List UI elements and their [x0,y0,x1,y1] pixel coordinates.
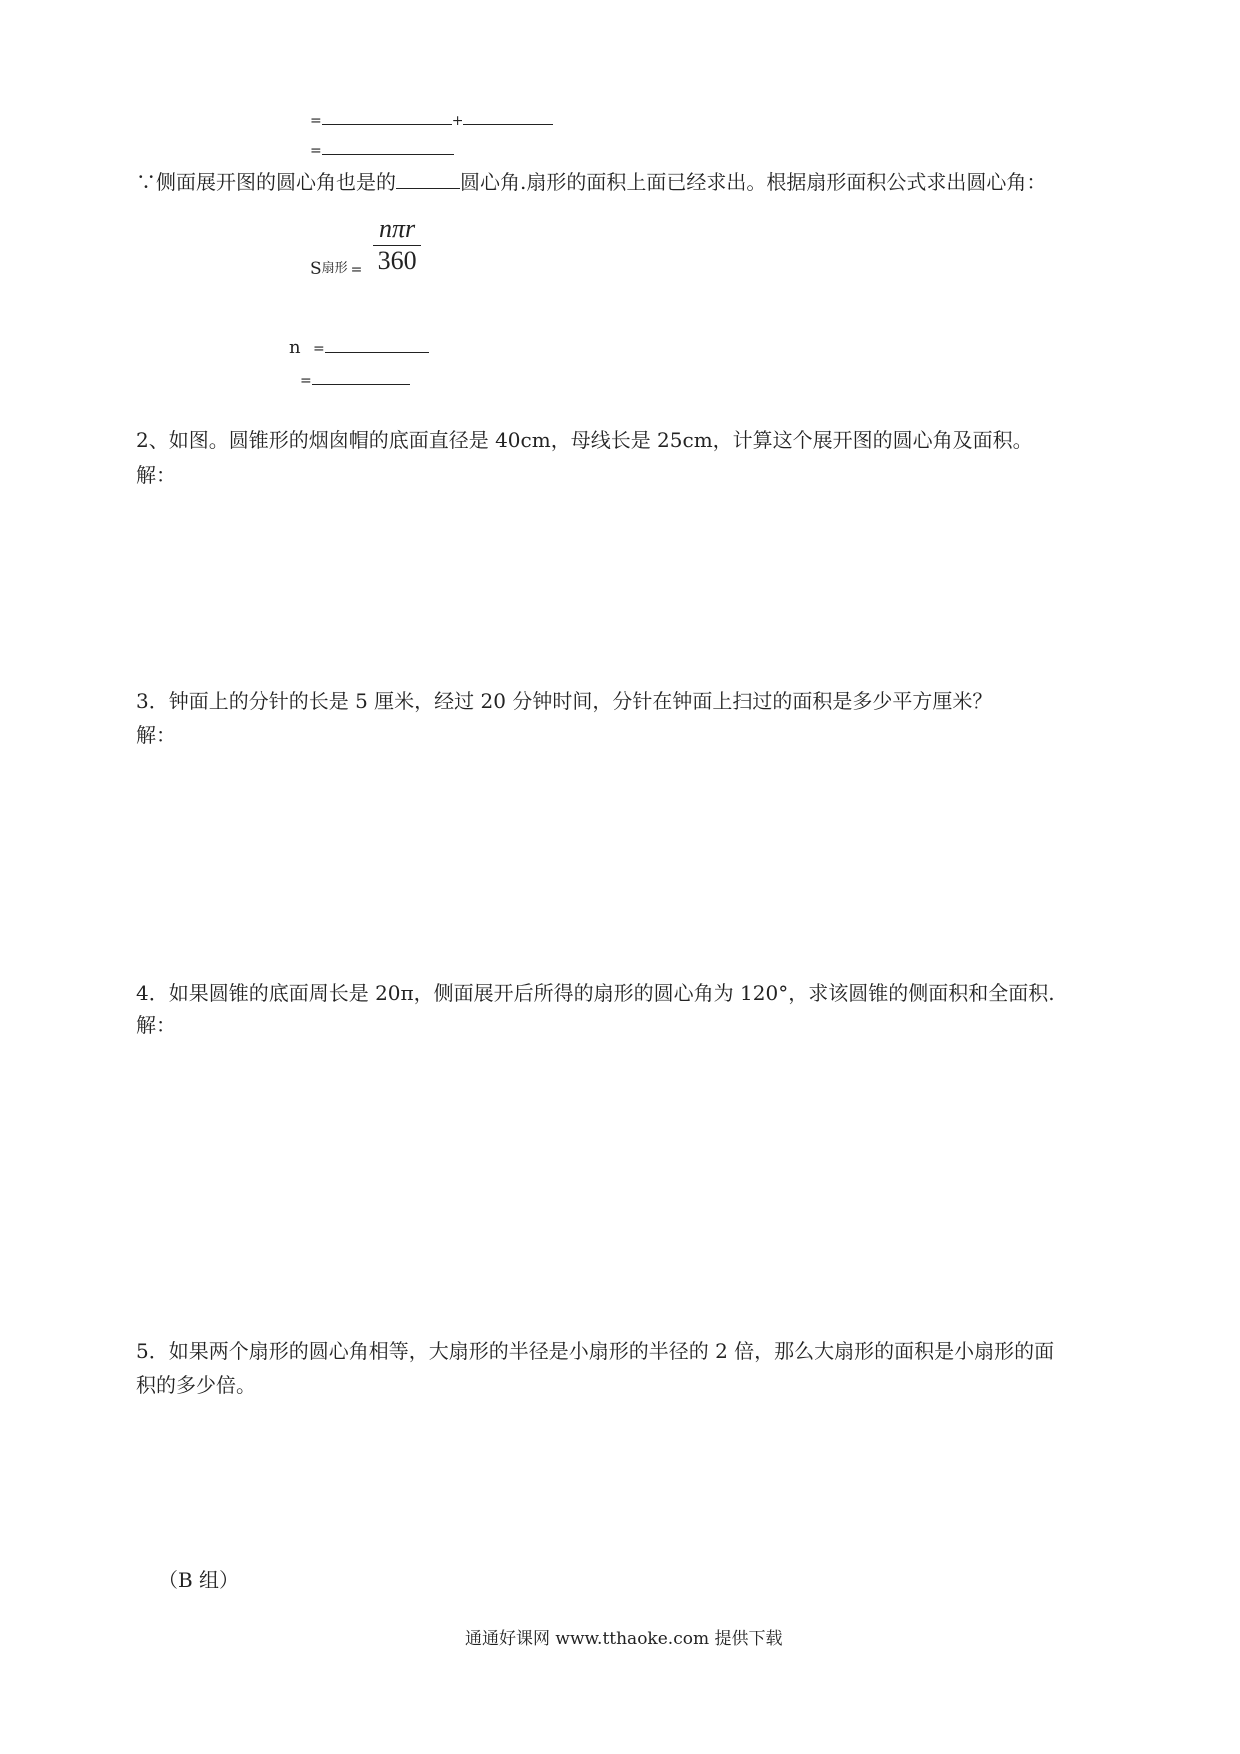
fraction-denominator: 360 [377,246,417,275]
question-2: 2、如图。圆锥形的烟囱帽的底面直径是 40cm，母线长是 25cm，计算这个展开图的圆心角及面积。 [136,428,1033,452]
statement-text-after: 圆心角.扇形的面积上面已经求出。根据扇形面积公式求出圆心角： [460,170,1047,194]
equation-line-2 [310,136,454,163]
question-5-line-1: 5．如果两个扇形的圆心角相等，大扇形的半径是小扇形的半径的 2 倍，那么大扇形的面积是小扇形的面 [136,1339,1055,1363]
formula-s: S [310,259,322,279]
question-4: 4．如果圆锥的底面周长是 20π，侧面展开后所得的扇形的圆心角为 120°，求该圆锥的侧面积和全面积. [136,981,1055,1005]
question-5-line-2: 积的多少倍。 [136,1373,256,1397]
n-equation-line-2 [300,366,410,393]
question-2-solution-label: 解： [136,463,176,487]
answer-blank[interactable] [325,334,429,353]
statement-text-before: 侧面展开图的圆心角也是的 [156,170,396,194]
answer-blank[interactable] [322,136,454,155]
because-statement [136,170,1046,194]
sector-area-formula-label [310,255,362,282]
answer-blank[interactable] [396,170,460,189]
fraction-numerator: nπr [373,215,421,246]
formula-equals: = [350,262,363,278]
n-label: n [289,337,301,358]
equals-sign: = [310,113,322,129]
question-4-solution-label: 解： [136,1013,176,1037]
answer-blank[interactable] [322,106,452,125]
formula-subscript: 扇形 [321,261,348,276]
plus-sign: + [451,113,464,129]
equation-line-1 [310,106,553,133]
equals-sign: = [312,341,325,357]
question-3: 3．钟面上的分针的长是 5 厘米，经过 20 分钟时间，分针在钟面上扫过的面积是多少平方厘米？ [136,689,993,713]
because-symbol: ∵ [136,170,156,194]
sector-area-fraction [373,215,421,276]
page-footer: 通通好课网 www.tthaoke.com 提供下载 [465,1629,783,1649]
equals-sign: = [310,143,322,159]
answer-blank[interactable] [463,106,553,125]
group-b-heading: （B 组） [158,1568,240,1592]
answer-blank[interactable] [312,366,410,385]
question-3-solution-label: 解： [136,723,176,747]
equals-sign: = [300,373,312,389]
n-equation-line-1 [289,334,429,361]
